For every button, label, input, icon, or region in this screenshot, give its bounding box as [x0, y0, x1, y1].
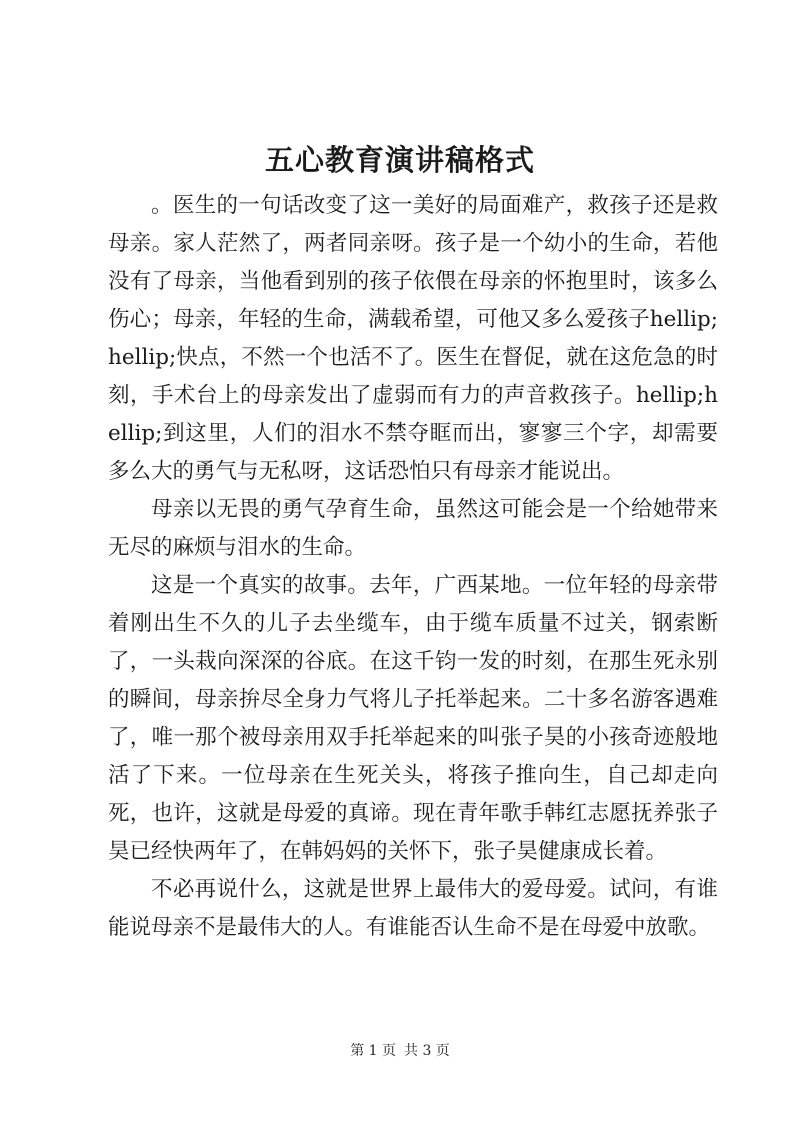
paragraph: 这是一个真实的故事。去年，广西某地。一位年轻的母亲带着刚出生不久的儿子去坐缆车，由于缆车质量不过关，钢索断了，一头栽向深深的谷底。在这千钧一发的时刻，在那生死永别的瞬间，母亲拚尽全身力气将儿子托举起来。二十多名游客遇难了，唯一那个被母亲用双手托举起来的叫张子昊的小孩奇迹般地活了下来。一位母亲在生死关头，将孩子推向生，自己却走向死，也许，这就是母爱的真谛。现在青年歌手韩红志愿抚养张子昊已经快两年了，在韩妈妈的关怀下，张子昊健康成长着。	[108, 573, 718, 864]
document-body	[108, 187, 718, 947]
paragraph: 母亲以无畏的勇气孕育生命，虽然这可能会是一个给她带来无尽的麻烦与泪水的生命。	[108, 497, 718, 560]
paragraph: 不必再说什么，这就是世界上最伟大的爱母爱。试问，有谁能说母亲不是最伟大的人。有谁能否认生命不是在母爱中放歌。	[108, 877, 718, 940]
paragraph: 。医生的一句话改变了这一美好的局面难产，救孩子还是救母亲。家人茫然了，两者同亲呀。孩子是一个幼小的生命，若他没有了母亲，当他看到别的孩子依偎在母亲的怀抱里时，该多么伤心；母亲，年轻的生命，满载希望，可他又多么爱孩子hellip;hellip;快点，不然一个也活不了。医生在督促，就在这危急的时刻，手术台上的母亲发出了虚弱而有力的声音救孩子。hellip;hellip;到这里，人们的泪水不禁夺眶而出，寥寥三个字，却需要多么大的勇气与无私呀，这话恐怕只有母亲才能说出。	[108, 193, 718, 484]
page-footer	[0, 1041, 800, 1061]
page-total: 共 3 页	[404, 1043, 450, 1059]
document-title: 五心教育演讲稿格式	[264, 143, 535, 177]
page-number: 第 1 页	[350, 1043, 396, 1059]
